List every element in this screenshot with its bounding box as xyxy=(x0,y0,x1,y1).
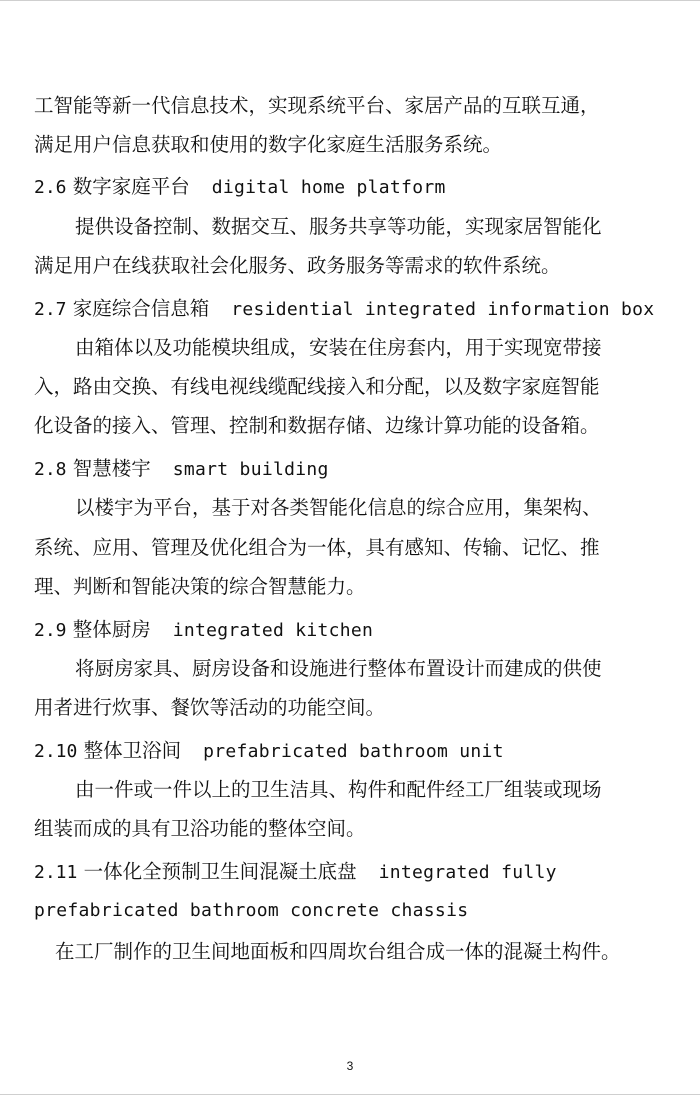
term-english: smart building xyxy=(172,459,329,480)
term-english: integrated fully xyxy=(378,862,557,883)
body-text-line: 在工厂制作的卫生间地面板和四周坎台组合成一体的混凝土构件。 xyxy=(55,940,621,963)
term-english: digital home platform xyxy=(211,177,446,198)
body-text-line: 由一件或一件以上的卫生洁具、构件和配件经工厂组装或现场 xyxy=(75,778,602,801)
term-number: 2.11 xyxy=(34,862,78,883)
term-number: 2.6 xyxy=(34,177,67,198)
term-english: prefabricated bathroom unit xyxy=(203,741,504,762)
body-text-line: 满足用户在线获取社会化服务、政务服务等需求的软件系统。 xyxy=(34,254,561,277)
body-text-line: 将厨房家具、厨房设备和设施进行整体布置设计而建成的供使 xyxy=(75,657,602,680)
body-text-line: 用者进行炊事、餐饮等活动的功能空间。 xyxy=(34,696,386,719)
term-heading-2-8 xyxy=(34,456,329,483)
term-number: 2.8 xyxy=(34,459,67,480)
term-heading-2-6 xyxy=(34,174,446,201)
term-number: 2.10 xyxy=(34,741,78,762)
body-text-line: 系统、应用、管理及优化组合为一体，具有感知、传输、记忆、推 xyxy=(34,536,600,559)
term-chinese: 智慧楼宇 xyxy=(72,457,151,480)
body-text-line: 满足用户信息获取和使用的数字化家庭生活服务系统。 xyxy=(34,133,503,156)
term-chinese: 整体厨房 xyxy=(72,618,151,641)
page-number: 3 xyxy=(346,1059,354,1073)
term-chinese: 一体化全预制卫生间混凝土底盘 xyxy=(83,860,357,883)
term-english: residential integrated information box xyxy=(231,299,655,320)
body-text-line: 组装而成的具有卫浴功能的整体空间。 xyxy=(34,817,366,840)
term-chinese: 整体卫浴间 xyxy=(83,739,182,762)
term-heading-2-7 xyxy=(34,296,654,323)
body-text-line: 提供设备控制、数据交互、服务共享等功能，实现家居智能化 xyxy=(75,215,602,238)
term-heading-2-9 xyxy=(34,617,373,644)
body-text-line: 以楼宇为平台，基于对各类智能化信息的综合应用，集架构、 xyxy=(75,496,602,519)
term-english: integrated kitchen xyxy=(172,620,374,641)
term-number: 2.9 xyxy=(34,620,67,641)
term-chinese: 家庭综合信息箱 xyxy=(72,297,210,320)
term-chinese: 数字家庭平台 xyxy=(72,175,190,198)
term-heading-2-10 xyxy=(34,738,504,765)
body-text-line: 工智能等新一代信息技术，实现系统平台、家居产品的互联互通， xyxy=(34,94,600,117)
body-text-line: 由箱体以及功能模块组成，安装在住房套内，用于实现宽带接 xyxy=(75,336,602,359)
term-number: 2.7 xyxy=(34,299,67,320)
term-english-continued: prefabricated bathroom concrete chassis xyxy=(34,900,469,921)
body-text-line: 理、判断和智能决策的综合智慧能力。 xyxy=(34,575,366,598)
term-heading-2-11 xyxy=(34,859,557,886)
body-text-line: 化设备的接入、管理、控制和数据存储、边缘计算功能的设备箱。 xyxy=(34,414,600,437)
body-text-line: 入，路由交换、有线电视线缆配线接入和分配，以及数字家庭智能 xyxy=(34,375,600,398)
